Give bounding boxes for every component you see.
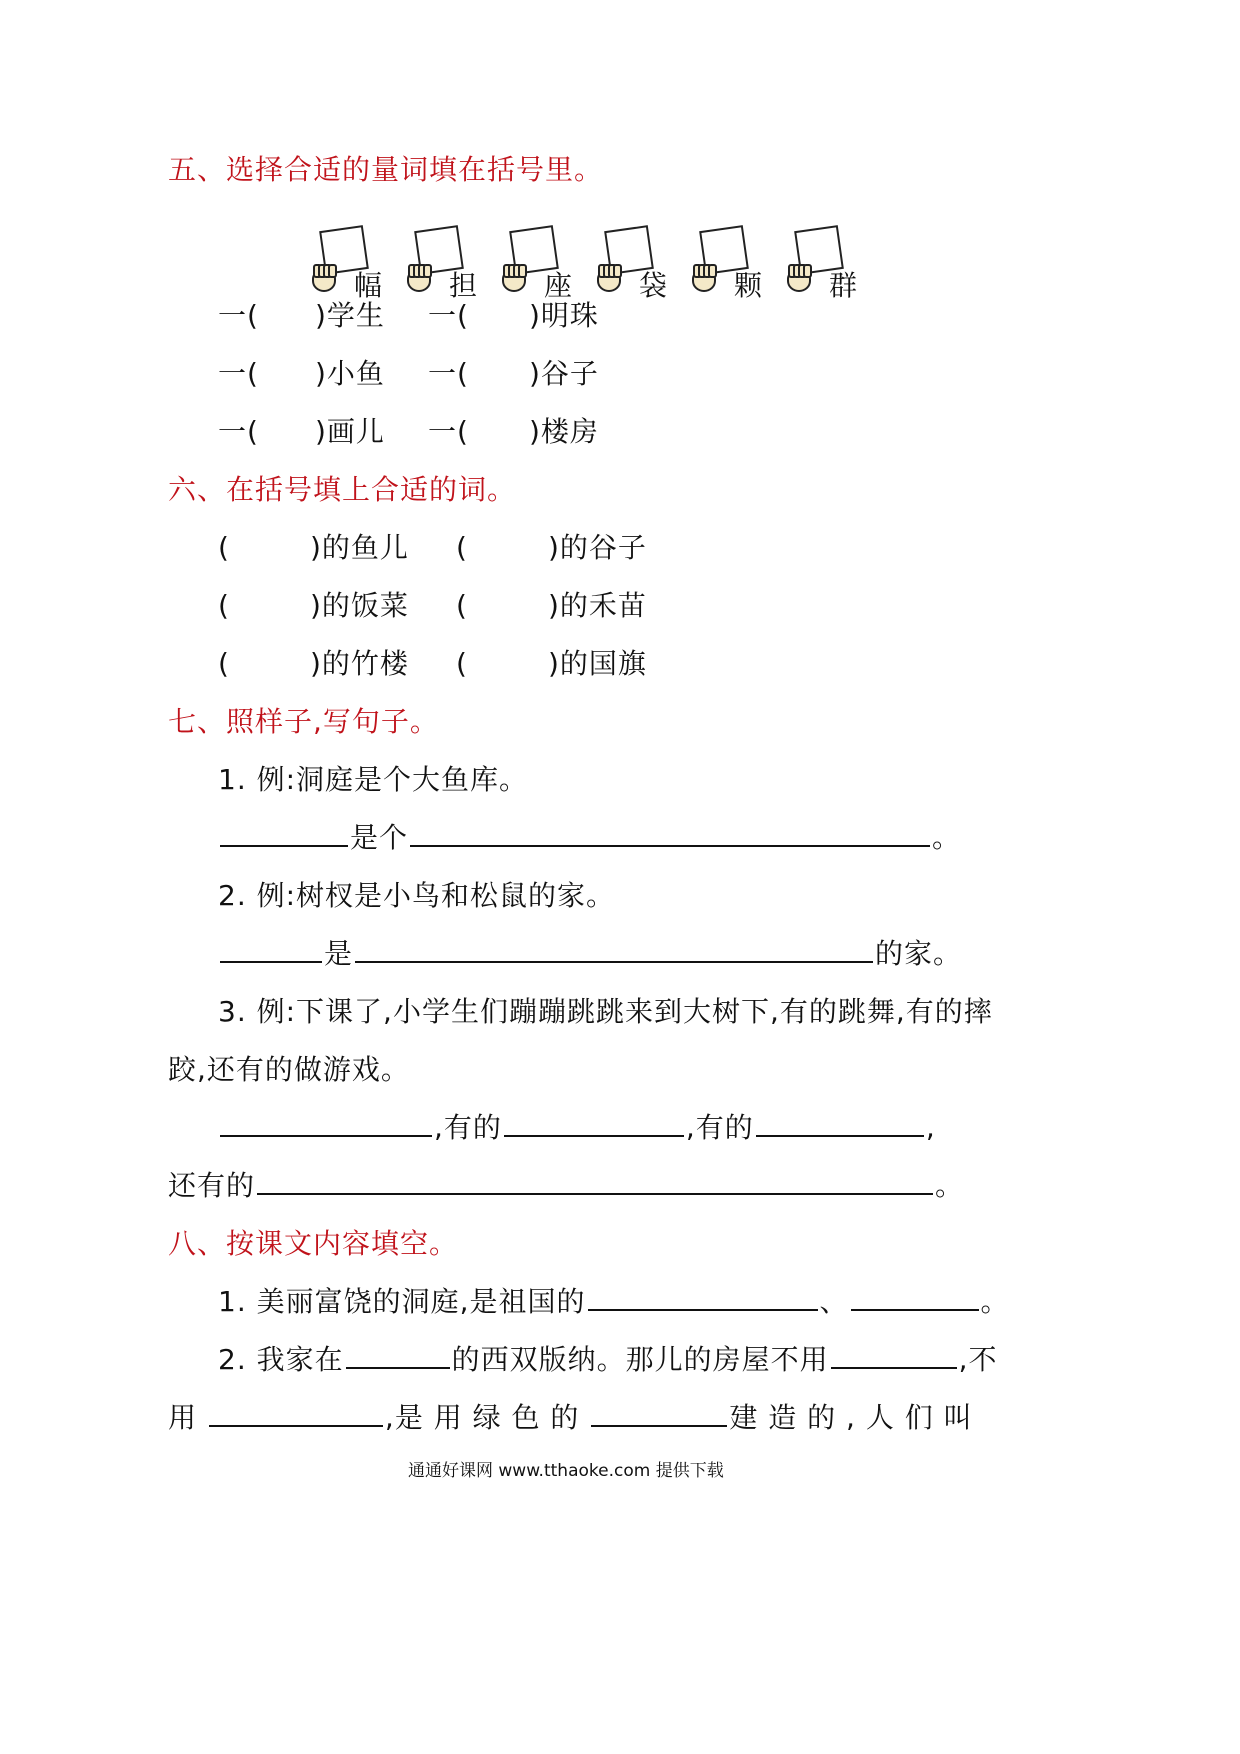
page-footer: 通通好课网 www.tthaoke.com 提供下载 [408,1461,724,1481]
s8-q2-mid1: 的西双版纳。那儿的房屋不用 [451,1343,829,1376]
s6-row3-b [456,642,647,682]
s8-q2-blank4[interactable] [591,1401,727,1427]
measure-word-card [498,228,573,302]
s8-q2-blank1[interactable] [346,1343,450,1369]
s6-row2-a-text: 的饭菜 [321,589,409,622]
s8-q2-line2-b: ,是 用 绿 色 的 [384,1401,580,1434]
measure-word-label: 群 [829,269,858,302]
s8-q1-sep: 、 [819,1285,849,1318]
s7-answer3-blank2[interactable] [504,1111,684,1137]
s6-row1-a-text: 的鱼儿 [321,531,409,564]
hand-icon [783,262,813,292]
s8-q1-end: 。 [980,1285,1010,1318]
s5-row3-b-prefix: 一( [428,415,469,448]
s7-answer3-b: ,有的 [685,1111,754,1144]
s6-row2-b [456,584,647,624]
measure-word-label: 幅 [354,269,383,302]
section7-heading: 七、照样子,写句子。 [168,705,439,738]
section5-heading: 五、选择合适的量词填在括号里。 [168,153,604,186]
s7-answer1-end: 。 [932,821,962,854]
s7-example3-line2: 跤,还有的做游戏。 [168,1053,410,1086]
s7-answer3-blank3[interactable] [756,1111,924,1137]
s7-answer3-blank4[interactable] [257,1169,933,1195]
s6-row3-b-text: 的国旗 [559,647,647,680]
close-paren: ) [309,589,322,622]
s5-row2-b-prefix: 一( [428,357,469,390]
measure-word-label: 担 [449,269,478,302]
s7-answer2 [218,932,962,972]
measure-word-card [688,228,763,302]
s8-q2-blank3[interactable] [209,1401,383,1427]
measure-word-label: 袋 [639,269,668,302]
open-paren: ( [218,647,230,680]
s6-row1-b [456,526,647,566]
open-paren: ( [456,647,468,680]
s5-row2 [218,352,385,392]
s7-example3-line1: 3. 例:下课了,小学生们蹦蹦跳跳来到大树下,有的跳舞,有的摔 [218,995,993,1028]
s7-answer1-mid: 是个 [350,821,409,854]
s7-answer3-line2 [168,1164,964,1204]
s6-row2-b-text: 的禾苗 [559,589,647,622]
hand-icon [593,262,623,292]
s6-row1-a [218,526,409,566]
s8-q2-blank2[interactable] [831,1343,957,1369]
s7-answer3-line1 [218,1106,936,1146]
hand-icon [688,262,718,292]
measure-word-card [308,228,383,302]
open-paren: ( [218,589,230,622]
measure-word-card [403,228,478,302]
s5-row1-a-prefix: 一( [218,299,259,332]
s5-row2-b [428,352,599,392]
s5-row2-a-suffix: )小鱼 [314,357,385,390]
s5-row2-b-suffix: )谷子 [528,357,599,390]
s7-answer3-a: ,有的 [434,1111,502,1144]
s6-row3-a [218,642,409,682]
s7-answer1-blank1[interactable] [220,821,348,847]
s5-row2-a-prefix: 一( [218,357,259,390]
s7-answer3-e: 。 [935,1169,965,1202]
s8-q1 [218,1280,1010,1320]
s8-q1-blank1[interactable] [588,1285,818,1311]
open-paren: ( [218,531,230,564]
s5-row1 [218,294,385,334]
s7-answer1 [218,816,961,856]
s5-row3-b [428,410,599,450]
s6-row1-b-text: 的谷子 [559,531,647,564]
s7-example2: 2. 例:树杈是小鸟和松鼠的家。 [218,879,616,912]
s5-row1-b-suffix: )明珠 [528,299,599,332]
s8-q2-line1 [218,1338,998,1378]
s5-row3 [218,410,385,450]
s7-answer2-mid: 是 [324,937,354,970]
close-paren: ) [547,531,560,564]
s7-answer3-c: , [925,1111,936,1144]
s8-q2-line2-a: 用 [168,1401,198,1434]
s8-q1-start: 1. 美丽富饶的洞庭,是祖国的 [218,1285,586,1318]
s8-q2-mid2: ,不 [958,1343,998,1376]
s5-row1-a-suffix: )学生 [314,299,385,332]
close-paren: ) [309,647,322,680]
hand-icon [403,262,433,292]
s7-answer2-blank2[interactable] [355,937,873,963]
measure-word-card [783,228,858,302]
s7-answer2-end: 的家。 [875,937,963,970]
s7-example1: 1. 例:洞庭是个大鱼库。 [218,763,529,796]
hand-icon [498,262,528,292]
section6-heading: 六、在括号填上合适的词。 [168,473,517,506]
s7-answer2-blank1[interactable] [220,937,322,963]
s7-answer1-blank2[interactable] [410,821,930,847]
s8-q2-line2 [168,1396,973,1436]
s5-row3-b-suffix: )楼房 [528,415,599,448]
s8-q2-start: 2. 我家在 [218,1343,344,1376]
s7-answer3-blank1[interactable] [220,1111,432,1137]
s6-row2-a [218,584,409,624]
s5-row1-b [428,294,599,334]
open-paren: ( [456,589,468,622]
s5-row3-a-suffix: )画儿 [314,415,385,448]
s7-answer3-d: 还有的 [168,1169,256,1202]
close-paren: ) [547,647,560,680]
s5-row3-a-prefix: 一( [218,415,259,448]
measure-word-label: 颗 [734,269,763,302]
close-paren: ) [547,589,560,622]
s8-q2-line2-c: 建 造 的 , 人 们 叫 [729,1401,973,1434]
measure-word-card [593,228,668,302]
s5-row1-b-prefix: 一( [428,299,469,332]
hand-icon [308,262,338,292]
s6-row3-a-text: 的竹楼 [321,647,409,680]
s8-q1-blank2[interactable] [851,1285,979,1311]
section8-heading: 八、按课文内容填空。 [168,1227,459,1260]
open-paren: ( [456,531,468,564]
close-paren: ) [309,531,322,564]
measure-word-label: 座 [544,269,573,302]
